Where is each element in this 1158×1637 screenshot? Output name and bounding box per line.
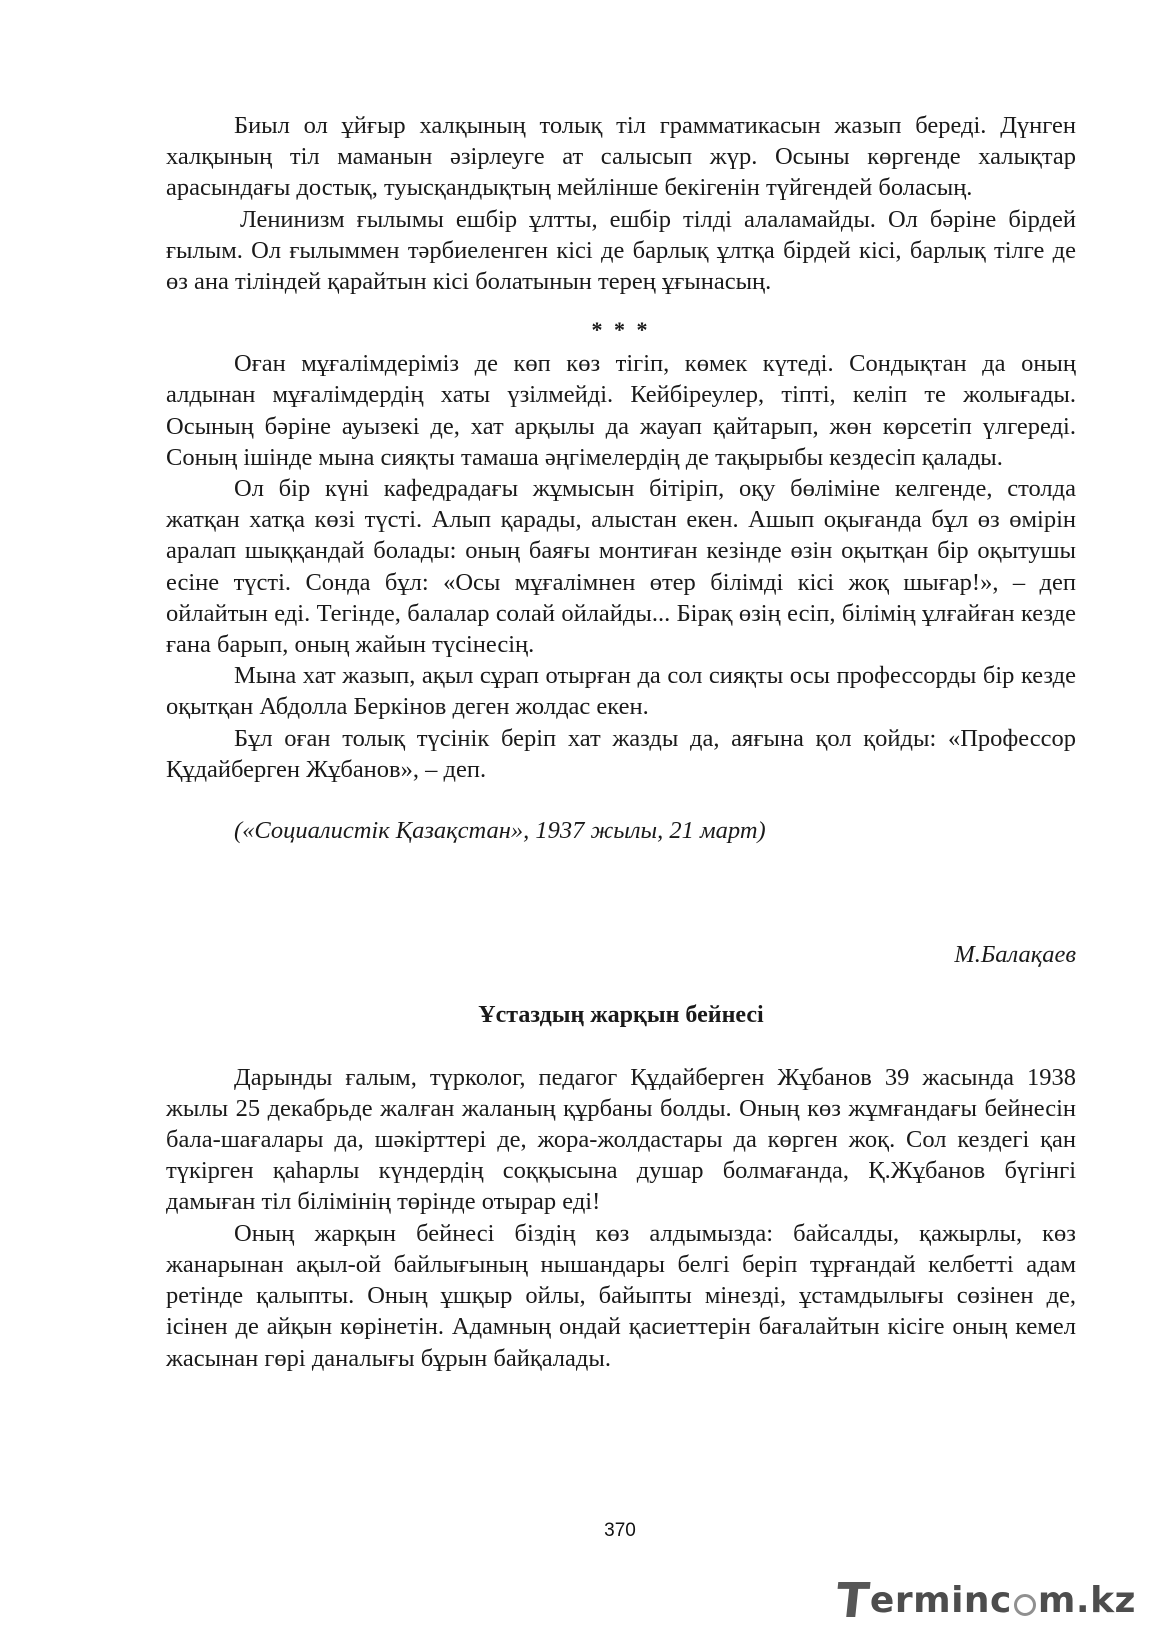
watermark-ring-icon xyxy=(1014,1594,1036,1616)
paragraph: Оған мұғалімдеріміз де көп көз тігіп, көмек күтеді. Сондықтан да оның алдынан мұғалімдердің хаты үзілмейді. Кейбіреулер, тіпті, келіп те жолығады. Осының бәріне ауызекі де, хат арқылы да жауап қайтарып, жөн көрсетіп үлгереді. Соның ішінде мына сияқты тамаша әңгімелердің де тақырыбы кездесіп қалады. xyxy=(166,350,1076,471)
watermark-text: erminc xyxy=(869,1580,1012,1621)
section-heading: Ұстаздың жарқын бейнесі xyxy=(478,1002,764,1029)
watermark-logo xyxy=(833,1573,1136,1629)
section-separator: * * * xyxy=(591,317,651,343)
page-number: 370 xyxy=(604,1520,636,1541)
page-body xyxy=(166,110,1076,1374)
source-citation: («Социалистік Қазақстан», 1937 жылы, 21 март) xyxy=(234,817,766,845)
watermark-letter: T xyxy=(833,1573,872,1629)
paragraph: Ленинизм ғылымы ешбір ұлтты, ешбір тілді алаламайды. Ол бәріне бірдей ғылым. Ол ғылыммен тәрбиеленген кісі де барлық ұлтқа бірдей кісі, барлық тілге де өз ана тіліндей қарайтын кісі болатынын терең ұғынасың. xyxy=(166,205,1076,296)
paragraph: Биыл ол ұйғыр халқының толық тіл грамматикасын жазып береді. Дүнген халқының тіл маманын әзірлеуге ат салысып жүр. Осыны көргенде халықтар арасындағы достық, туысқандықтың мейлінше бекігенін түйгендей боласың. xyxy=(166,112,1076,202)
paragraph: Оның жарқын бейнесі біздің көз алдымызда: байсалды, қажырлы, көз жанарынан ақыл-ой байлығының нышандары белгі беріп тұрғандай келбетті адам ретінде қалыпты. Оның ұшқыр ойлы, байыпты мінезді, ұстамдылығы сөзінен де, ісінен де айқын көрінетін. Адамның ондай қасиеттерін бағалайтын кісіге оның кемел жасынан гөрі даналығы бұрын байқалады. xyxy=(166,1219,1076,1372)
author-name: М.Балақаев xyxy=(954,941,1076,969)
paragraph: Дарынды ғалым, түрколог, педагог Құдайберген Жұбанов 39 жасында 1938 жылы 25 декабрьде жалған жаланың құрбаны болды. Оның көз жұмғандағы бейнесін бала-шағалары да, шәкірттері де, жора-жолдастары да көрген жоқ. Сол кездегі қан түкірген қаһарлы күндердің соққысына душар болмағанда, Қ.Жұбанов бүгінгі дамыған тіл білімінің төрінде отырар еді! xyxy=(166,1063,1076,1216)
paragraph: Бұл оған толық түсінік беріп хат жазды да, аяғына қол қойды: «Профессор Құдайберген Жұбанов», – деп. xyxy=(166,724,1076,783)
paragraph: Мына хат жазып, ақыл сұрап отырған да сол сияқты осы профессорды бір кезде оқытқан Абдолла Беркінов деген жолдас екен. xyxy=(166,662,1076,721)
paragraph: Ол бір күні кафедрадағы жұмысын бітіріп, оқу бөліміне келгенде, столда жатқан хатқа көзі түсті. Алып қарады, алыстан екен. Ашып оқығанда бұл өз өмірін аралап шыққандай болады: оның баяғы монтиған кезінде өзін оқытқан бір оқытушы есіне түсті. Сонда бұл: «Осы мұғалімнен өтер білімді кісі жоқ шығар!», – деп ойлайтын еді. Тегінде, балалар солай ойлайды... Бірақ өзің есіп, білімің ұлғайған кезде ғана барып, оның жайын түсінесің. xyxy=(166,475,1076,659)
watermark-domain: m.kz xyxy=(1037,1580,1136,1621)
